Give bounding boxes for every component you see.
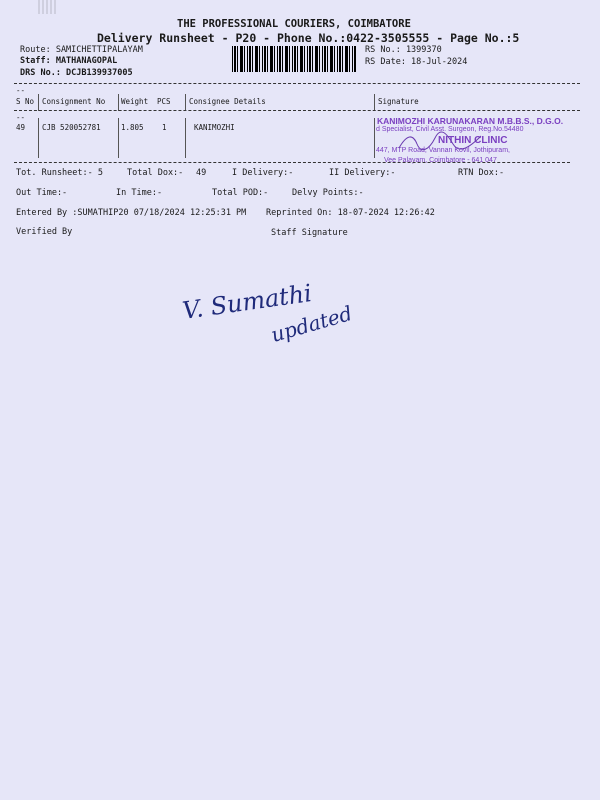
rs-no-text: RS No.: 1399370: [365, 45, 442, 55]
total-pod: Total POD:-: [212, 188, 269, 198]
cell-consignee: KANIMOZHI: [194, 123, 235, 132]
cell-pcs: 1: [162, 123, 167, 132]
table-dash-bottom: --: [16, 113, 26, 122]
col-divider: [185, 118, 186, 158]
runsheet-title: Delivery Runsheet - P20 - Phone No.:0422-3505555 - Page No.:5: [97, 31, 520, 45]
table-dash-top: --: [16, 86, 26, 95]
stamp-line-2: d Specialist, Civil Asst. Surgeon, Reg.No.54480: [376, 126, 524, 133]
stamp-signature-scribble: [395, 130, 485, 154]
i-delivery: I Delivery:-: [232, 168, 294, 178]
staff-text: Staff: MATHANAGOPAL: [20, 56, 118, 66]
table-bottom-rule: [14, 162, 570, 163]
col-consignment: Consignment No: [42, 97, 106, 106]
cell-consignment: CJB 520052781: [42, 123, 101, 132]
in-time: In Time:-: [116, 188, 163, 198]
stamp-line-4: 447, MTP Road, Vannan Kovil, Jothipuram,: [376, 147, 510, 154]
col-sno: S No: [16, 97, 35, 106]
handwritten-signature: V. Sumathi: [180, 279, 314, 325]
col-divider: [38, 94, 39, 111]
barcode: [232, 46, 356, 72]
col-divider: [118, 94, 119, 111]
ii-delivery: II Delivery:-: [329, 168, 396, 178]
staff-signature-label: Staff Signature: [271, 228, 348, 238]
col-pcs: PCS: [157, 97, 171, 106]
company-title: THE PROFESSIONAL COURIERS, COIMBATORE: [177, 18, 411, 30]
tot-runsheet: Tot. Runsheet:- 5: [16, 168, 103, 178]
delvy-points: Delvy Points:-: [292, 188, 364, 198]
entered-by: Entered By :SUMATHIP20 07/18/2024 12:25:31 PM: [16, 208, 247, 218]
table-top-rule: [14, 83, 580, 84]
col-divider: [374, 118, 375, 158]
verified-by: Verified By: [16, 227, 73, 237]
out-time: Out Time:-: [16, 188, 68, 198]
punch-hole-mark: [38, 0, 56, 14]
stamp-line-5: Vee Palayam, Coimbatore - 641 047: [384, 157, 497, 164]
stamp-line-1: KANIMOZHI KARUNAKARAN M.B.B.S., D.G.O.: [377, 116, 564, 126]
rtn-dox: RTN Dox:-: [458, 168, 505, 178]
total-dox-value: 49: [196, 168, 207, 178]
col-divider: [38, 118, 39, 158]
route-text: Route: SAMICHETTIPALAYAM: [20, 45, 143, 55]
col-weight: Weight: [121, 97, 149, 106]
reprinted-on: Reprinted On: 18-07-2024 12:26:42: [266, 208, 435, 218]
stamp-line-3: NITHIN CLINIC: [438, 135, 508, 146]
cell-sno: 49: [16, 123, 26, 132]
drs-text: DRS No.: DCJB139937005: [20, 68, 133, 78]
total-dox-label: Total Dox:-: [127, 168, 184, 178]
cell-weight: 1.805: [121, 123, 144, 132]
handwritten-updated-note: updated: [268, 301, 355, 347]
rs-date-text: RS Date: 18-Jul-2024: [365, 57, 468, 67]
col-signature: Signature: [378, 97, 419, 106]
col-divider: [118, 118, 119, 158]
table-header-rule: [14, 110, 580, 111]
col-divider: [185, 94, 186, 111]
col-consignee: Consignee Details: [189, 97, 266, 106]
col-divider: [374, 94, 375, 111]
